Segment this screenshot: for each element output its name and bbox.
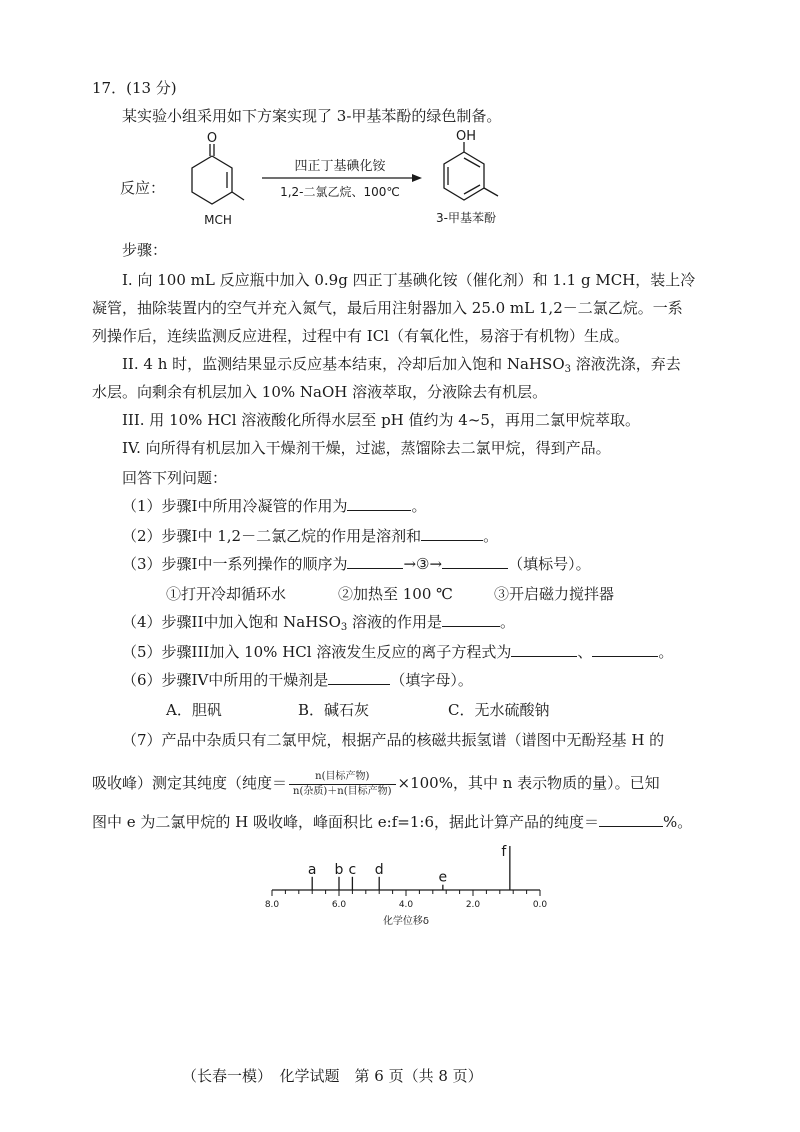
q3-option-1: ①打开冷却循环水	[166, 585, 287, 603]
q7-line2: 吸收峰）测定其纯度（纯度＝ $\frac{\text{n(目标产物)}}{\text{n(杂质)＋n(目标产物)}}$ ×100%，其中 n 表示物质的量）。已知	[92, 770, 660, 797]
step4: IV. 向所得有机层加入干燥剂干燥，过滤，蒸馏除去二氯甲烷，得到产品。	[122, 439, 611, 457]
peak-label-a: a	[307, 861, 317, 878]
reactant-label: MCH	[204, 213, 232, 227]
fraction-denominator: n(杂质)＋n(目标产物)	[293, 785, 392, 797]
q7-line1: （7）产品中杂质只有二氯甲烷，根据产品的核磁共振氢谱（谱图中无酚羟基 H 的	[122, 731, 665, 749]
q5-blank-2[interactable]	[592, 642, 658, 657]
peak-label-c: c	[348, 861, 357, 878]
question-number: 17．(13 分)	[92, 79, 177, 97]
step2-line1: II. 4 h 时，监测结果显示反应基本结束，冷却后加入饱和 NaHSO$_3$ 溶液洗涤，弃去	[122, 355, 681, 375]
page-footer: （长春一模） 化学试题 第 6 页（共 8 页）	[182, 1067, 483, 1085]
hydroxyl-label: OH	[455, 129, 477, 144]
q3-blank-2[interactable]	[442, 554, 508, 569]
q3: （3）步骤I中一系列操作的顺序为 →③→ （填标号）。	[122, 555, 591, 573]
q1: （1）步骤I中所用冷凝管的作用为 。	[122, 497, 427, 515]
x-tick-label: 0.0	[532, 900, 548, 910]
mch-structure	[192, 144, 244, 204]
catalyst-label: 四正丁基碘化铵	[294, 159, 386, 174]
q6-option-a: A．胆矾	[166, 701, 222, 719]
q3-option-2: ②加热至 100 ℃	[338, 585, 453, 603]
reaction-scheme	[180, 128, 540, 228]
step1-line2: 凝管，抽除装置内的空气并充入氮气，最后用注射器加入 25.0 mL 1,2－二氯乙烷。一系	[92, 299, 683, 317]
q6: （6）步骤IV中所用的干燥剂是 （填字母）。	[122, 671, 473, 689]
q3-blank-1[interactable]	[347, 554, 403, 569]
purity-fraction	[289, 771, 396, 798]
product-structure	[444, 142, 498, 200]
ketone-oxygen-label: O	[206, 131, 218, 146]
peak-label-f: f	[501, 844, 507, 860]
q6-option-b: B．碱石灰	[298, 701, 370, 719]
x-axis-label: 化学位移δ	[382, 916, 430, 927]
q2-blank[interactable]	[421, 526, 483, 541]
x-tick-label: 6.0	[331, 900, 347, 910]
step1-line3: 列操作后，连续监测反应进程，过程中有 ICl（有氧化性，易溶于有机物）生成。	[92, 327, 629, 345]
question-intro: 某实验小组采用如下方案实现了 3-甲基苯酚的绿色制备。	[122, 107, 502, 125]
answer-title: 回答下列问题：	[122, 469, 228, 487]
steps-title: 步骤：	[122, 241, 168, 259]
q3-option-3: ③开启磁力搅拌器	[494, 585, 615, 603]
q4: （4）步骤II中加入饱和 NaHSO$_3$ 溶液的作用是 。	[122, 613, 516, 633]
q6-blank[interactable]	[328, 670, 390, 685]
q1-blank[interactable]	[347, 496, 411, 511]
reaction-label: 反应：	[120, 179, 166, 197]
q5-blank-1[interactable]	[511, 642, 577, 657]
nmr-spectrum	[262, 840, 562, 932]
x-tick-label: 2.0	[465, 900, 481, 910]
step2-line2: 水层。向剩余有机层加入 10% NaOH 溶液萃取，分液除去有机层。	[92, 383, 548, 401]
x-tick-label: 8.0	[264, 900, 280, 910]
q5: （5）步骤III加入 10% HCl 溶液发生反应的离子方程式为 、 。	[122, 643, 674, 661]
fraction-numerator: n(目标产物)	[289, 771, 396, 785]
peak-label-e: e	[438, 869, 448, 886]
q7-line3: 图中 e 为二氯甲烷的 H 吸收峰，峰面积比 e:f=1:6，据此计算产品的纯度＝ %。	[92, 813, 693, 831]
q7-blank[interactable]	[599, 812, 663, 827]
q2: （2）步骤I中 1,2－二氯乙烷的作用是溶剂和 。	[122, 527, 499, 545]
q6-option-c: C．无水硫酸钠	[448, 701, 550, 719]
x-tick-label: 4.0	[398, 900, 414, 910]
peak-label-d: d	[374, 861, 384, 878]
q4-blank[interactable]	[442, 612, 500, 627]
conditions-label: 1,2-二氯乙烷、100℃	[280, 185, 400, 199]
peak-label-b: b	[334, 861, 344, 878]
step3: III. 用 10% HCl 溶液酸化所得水层至 pH 值约为 4~5，再用二氯甲烷萃取。	[122, 411, 640, 429]
product-label: 3-甲基苯酚	[436, 211, 496, 225]
step1-line1: I. 向 100 mL 反应瓶中加入 0.9g 四正丁基碘化铵（催化剂）和 1.1 g MCH，装上冷	[122, 271, 696, 289]
